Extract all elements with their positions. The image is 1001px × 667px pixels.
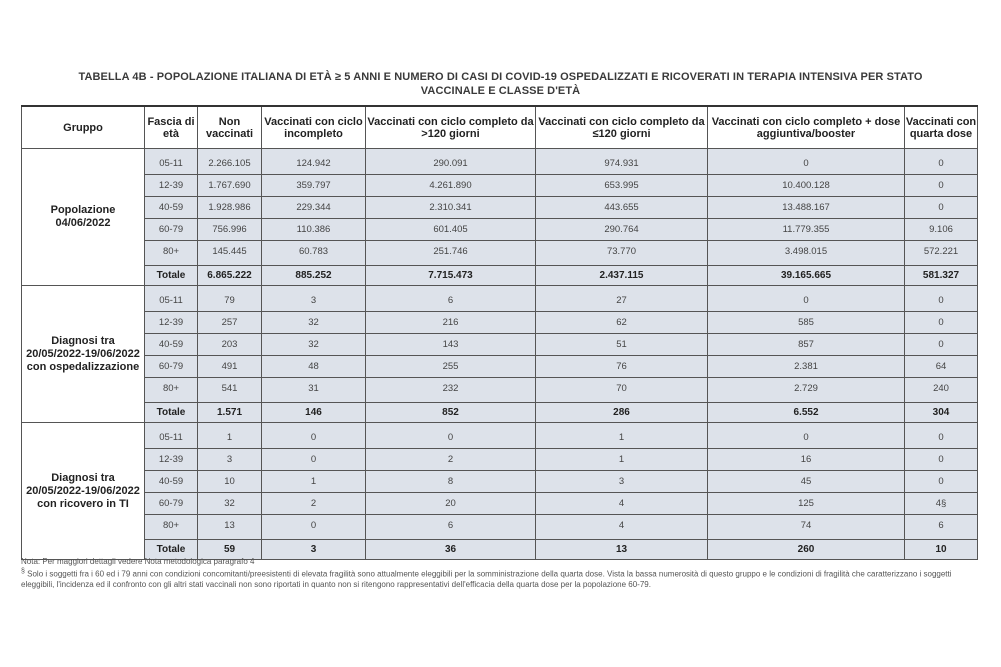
value-cell: 3 [536,471,708,493]
value-cell: 585 [708,312,905,334]
value-cell: 756.996 [198,219,262,241]
footnote-fourth-dose [21,567,981,590]
value-cell: 31 [262,378,366,403]
value-cell: 0 [905,423,978,449]
value-cell: 359.797 [262,175,366,197]
age-band-cell: 60-79 [145,356,198,378]
value-cell: 1.767.690 [198,175,262,197]
value-cell: 1 [198,423,262,449]
value-cell: 110.386 [262,219,366,241]
value-cell: 27 [536,286,708,312]
value-cell: 2.266.105 [198,149,262,175]
table-row [22,493,978,515]
value-cell: 124.942 [262,149,366,175]
value-cell: 1 [536,449,708,471]
value-cell: 974.931 [536,149,708,175]
age-band-cell: 60-79 [145,493,198,515]
header-cell: Vaccinati con ciclo completo + dose aggiuntiva/booster [708,106,905,149]
total-value-cell: 2.437.115 [536,266,708,286]
table-title-line1: TABELLA 4B - POPOLAZIONE ITALIANA DI ETÀ ≥ 5 ANNI E NUMERO DI CASI DI COVID-19 OSPEDALIZZATI E RICOVERATI IN TERAPIA INTENSIVA PER STATO [78,71,923,83]
table-row [22,241,978,266]
value-cell: 0 [708,423,905,449]
group-label: Popolazione 04/06/2022 [22,149,145,286]
value-cell: 0 [905,286,978,312]
value-cell: 0 [905,312,978,334]
value-cell: 3 [198,449,262,471]
total-value-cell: 39.165.665 [708,266,905,286]
value-cell: 0 [366,423,536,449]
value-cell: 6 [366,515,536,540]
footnote-methodology: Nota: Per maggiori dettagli vedere Nota metodologica paragrafo 4 [21,557,255,566]
table-row [22,423,978,449]
total-value-cell: 10 [905,540,978,560]
value-cell: 51 [536,334,708,356]
value-cell: 541 [198,378,262,403]
footnotes [21,557,981,590]
value-cell: 79 [198,286,262,312]
age-band-cell: 05-11 [145,286,198,312]
value-cell: 290.091 [366,149,536,175]
total-value-cell: 6.552 [708,403,905,423]
value-cell: 572.221 [905,241,978,266]
header-cell: Non vaccinati [198,106,262,149]
value-cell: 0 [262,423,366,449]
age-band-cell: 40-59 [145,471,198,493]
value-cell: 257 [198,312,262,334]
value-cell: 0 [905,449,978,471]
value-cell: 443.655 [536,197,708,219]
value-cell: 32 [262,334,366,356]
value-cell: 290.764 [536,219,708,241]
value-cell: 0 [905,197,978,219]
total-value-cell: 13 [536,540,708,560]
total-label: Totale [145,403,198,423]
total-value-cell: 6.865.222 [198,266,262,286]
value-cell: 2.310.341 [366,197,536,219]
value-cell: 125 [708,493,905,515]
value-cell: 74 [708,515,905,540]
value-cell: 0 [708,286,905,312]
value-cell: 0 [262,515,366,540]
total-value-cell: 581.327 [905,266,978,286]
table-row [22,312,978,334]
table-row [22,286,978,312]
value-cell: 203 [198,334,262,356]
age-band-cell: 40-59 [145,334,198,356]
total-label: Totale [145,266,198,286]
total-row [22,266,978,286]
age-band-cell: 80+ [145,241,198,266]
value-cell: 0 [905,149,978,175]
vaccination-status-table [21,105,978,560]
value-cell: 10.400.128 [708,175,905,197]
value-cell: 4 [536,515,708,540]
table-row [22,334,978,356]
table-row [22,356,978,378]
value-cell: 6 [905,515,978,540]
total-value-cell: 852 [366,403,536,423]
value-cell: 232 [366,378,536,403]
value-cell: 653.995 [536,175,708,197]
value-cell: 4 [536,493,708,515]
table-row [22,449,978,471]
age-band-cell: 40-59 [145,197,198,219]
total-value-cell: 59 [198,540,262,560]
value-cell: 13 [198,515,262,540]
age-band-cell: 05-11 [145,423,198,449]
value-cell: 8 [366,471,536,493]
value-cell: 6 [366,286,536,312]
value-cell: 251.746 [366,241,536,266]
table-row [22,378,978,403]
table-row [22,197,978,219]
value-cell: 145.445 [198,241,262,266]
value-cell: 9.106 [905,219,978,241]
value-cell: 601.405 [366,219,536,241]
table-title [0,70,1001,98]
total-row [22,403,978,423]
value-cell: 1 [536,423,708,449]
age-band-cell: 80+ [145,378,198,403]
value-cell: 4.261.890 [366,175,536,197]
age-band-cell: 80+ [145,515,198,540]
header-cell: Vaccinati con ciclo completo da ≤120 giorni [536,106,708,149]
value-cell: 70 [536,378,708,403]
header-cell: Gruppo [22,106,145,149]
age-band-cell: 12-39 [145,175,198,197]
value-cell: 2.381 [708,356,905,378]
total-value-cell: 286 [536,403,708,423]
total-value-cell: 260 [708,540,905,560]
value-cell: 32 [198,493,262,515]
value-cell: 64 [905,356,978,378]
header-cell: Vaccinati con ciclo completo da >120 giorni [366,106,536,149]
value-cell: 3.498.015 [708,241,905,266]
table-row [22,515,978,540]
value-cell: 16 [708,449,905,471]
value-cell: 10 [198,471,262,493]
total-value-cell: 36 [366,540,536,560]
value-cell: 255 [366,356,536,378]
header-cell: Fascia di età [145,106,198,149]
value-cell: 62 [536,312,708,334]
value-cell: 48 [262,356,366,378]
value-cell: 60.783 [262,241,366,266]
value-cell: 32 [262,312,366,334]
age-band-cell: 12-39 [145,312,198,334]
value-cell: 2 [366,449,536,471]
footnote-mark: § [21,568,25,575]
header-row [22,106,978,149]
value-cell: 76 [536,356,708,378]
value-cell: 13.488.167 [708,197,905,219]
total-value-cell: 1.571 [198,403,262,423]
total-value-cell: 885.252 [262,266,366,286]
total-value-cell: 7.715.473 [366,266,536,286]
value-cell: 240 [905,378,978,403]
table-row [22,175,978,197]
value-cell: 857 [708,334,905,356]
header-cell: Vaccinati con ciclo incompleto [262,106,366,149]
value-cell: 73.770 [536,241,708,266]
value-cell: 229.344 [262,197,366,219]
value-cell: 2 [262,493,366,515]
value-cell: 143 [366,334,536,356]
age-band-cell: 05-11 [145,149,198,175]
total-label: Totale [145,540,198,560]
table-row [22,471,978,493]
value-cell: 45 [708,471,905,493]
value-cell: 2.729 [708,378,905,403]
value-cell: 20 [366,493,536,515]
value-cell: 0 [905,334,978,356]
group-label: Diagnosi tra 20/05/2022-19/06/2022 con ospedalizzazione [22,286,145,423]
value-cell: 0 [905,175,978,197]
value-cell: 0 [905,471,978,493]
total-value-cell: 3 [262,540,366,560]
value-cell: 1 [262,471,366,493]
header-cell: Vaccinati con quarta dose [905,106,978,149]
value-cell: 1.928.986 [198,197,262,219]
value-cell: 3 [262,286,366,312]
value-cell: 491 [198,356,262,378]
value-cell: 0 [708,149,905,175]
value-cell: 0 [262,449,366,471]
age-band-cell: 12-39 [145,449,198,471]
footnote-text: Solo i soggetti fra i 60 ed i 79 anni con condizioni concomitanti/preesistenti di elevata fragilità sono attualmente eleggibili per la somministrazione della quarta dose. Vista la bassa numerosità di questo gruppo e le condizioni di fragilità che caratterizzano i soggetti eleggibili, l'incidenza ed il confronto con gli altri stati vaccinali non sono riportati in quanto non si ritengono rappresentativi dell'efficacia della quarta dose per la popolazione 60-79. [21,569,952,589]
table-row [22,219,978,241]
age-band-cell: 60-79 [145,219,198,241]
total-value-cell: 304 [905,403,978,423]
value-cell: 11.779.355 [708,219,905,241]
group-label: Diagnosi tra 20/05/2022-19/06/2022 con ricovero in TI [22,423,145,560]
total-value-cell: 146 [262,403,366,423]
table-row [22,149,978,175]
table-title-line2: VACCINALE E CLASSE D'ETÀ [420,85,581,97]
value-cell: 4§ [905,493,978,515]
value-cell: 216 [366,312,536,334]
